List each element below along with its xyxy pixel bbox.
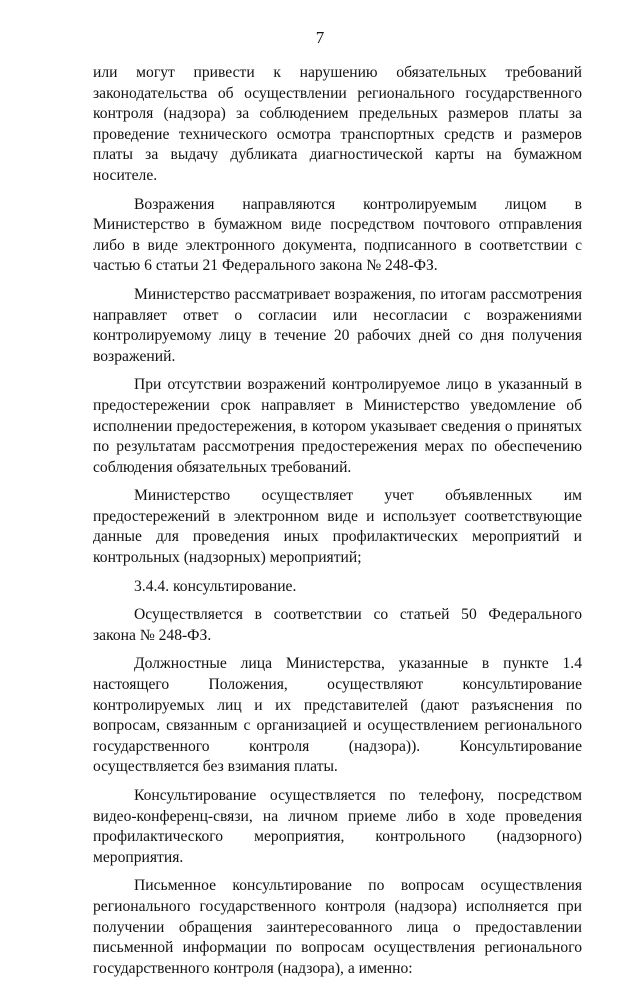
page-number: 7	[315, 28, 325, 47]
paragraph: 3.4.4. консультирование.	[134, 577, 297, 595]
paragraph: Министерство осуществляет учет объявленных им предостережений в электронном виде и использует соответствующие данные для проведения иных профилактических мероприятий и контрольных (надзорных) мероприятий;	[93, 487, 582, 567]
paragraph: При отсутствии возражений контролируемое лицо в указанный в предостережении срок направляет в Министерство уведомление об исполнении предостережения, в котором указывает сведения о принятых по результатам рассмотрения предостережения мерах по обеспечению соблюдения обязательных требований.	[93, 376, 582, 476]
paragraph: Письменное консультирование по вопросам осуществления регионального государственного контроля (надзора) исполняется при получении обращения заинтересованного лица о предоставлении письменной информации по вопросам осуществления регионального государственного контроля (надзора), а именно:	[93, 877, 582, 977]
paragraph: Возражения направляются контролируемым лицом в Министерство в бумажном виде посредством почтового отправления либо в виде электронного документа, подписанного в соответствии с частью 6 статьи 21 Федерального закона № 248-ФЗ.	[93, 195, 582, 275]
paragraph: или могут привести к нарушению обязательных требований законодательства об осуществлении регионального государственного контроля (надзора) за соблюдением предельных размеров платы за проведение технического осмотра транспортных средств и размеров платы за выдачу дубликата диагностической карты на бумажном носителе.	[93, 64, 582, 184]
paragraph: Консультирование осуществляется по телефону, посредством видео-конференц-связи, на личном приеме либо в ходе проведения профилактического мероприятия, контрольного (надзорного) мероприятия.	[93, 787, 582, 866]
paragraph: Министерство рассматривает возражения, по итогам рассмотрения направляет ответ о согласии или несогласии с возражениями контролируемому лицу в течение 20 рабочих дней со дня получения возражений.	[93, 285, 582, 365]
document-body	[93, 63, 582, 987]
paragraph: Должностные лица Министерства, указанные в пункте 1.4 настоящего Положения, осуществляют консультирование контролируемых лиц и их представителей (дают разъяснения по вопросам, связанным с организацией и осуществлением регионального государственного контроля (надзора)). Консультирование осуществляется без взимания платы.	[93, 655, 582, 776]
paragraph: Осуществляется в соответствии со статьей 50 Федерального закона № 248-ФЗ.	[93, 606, 582, 644]
